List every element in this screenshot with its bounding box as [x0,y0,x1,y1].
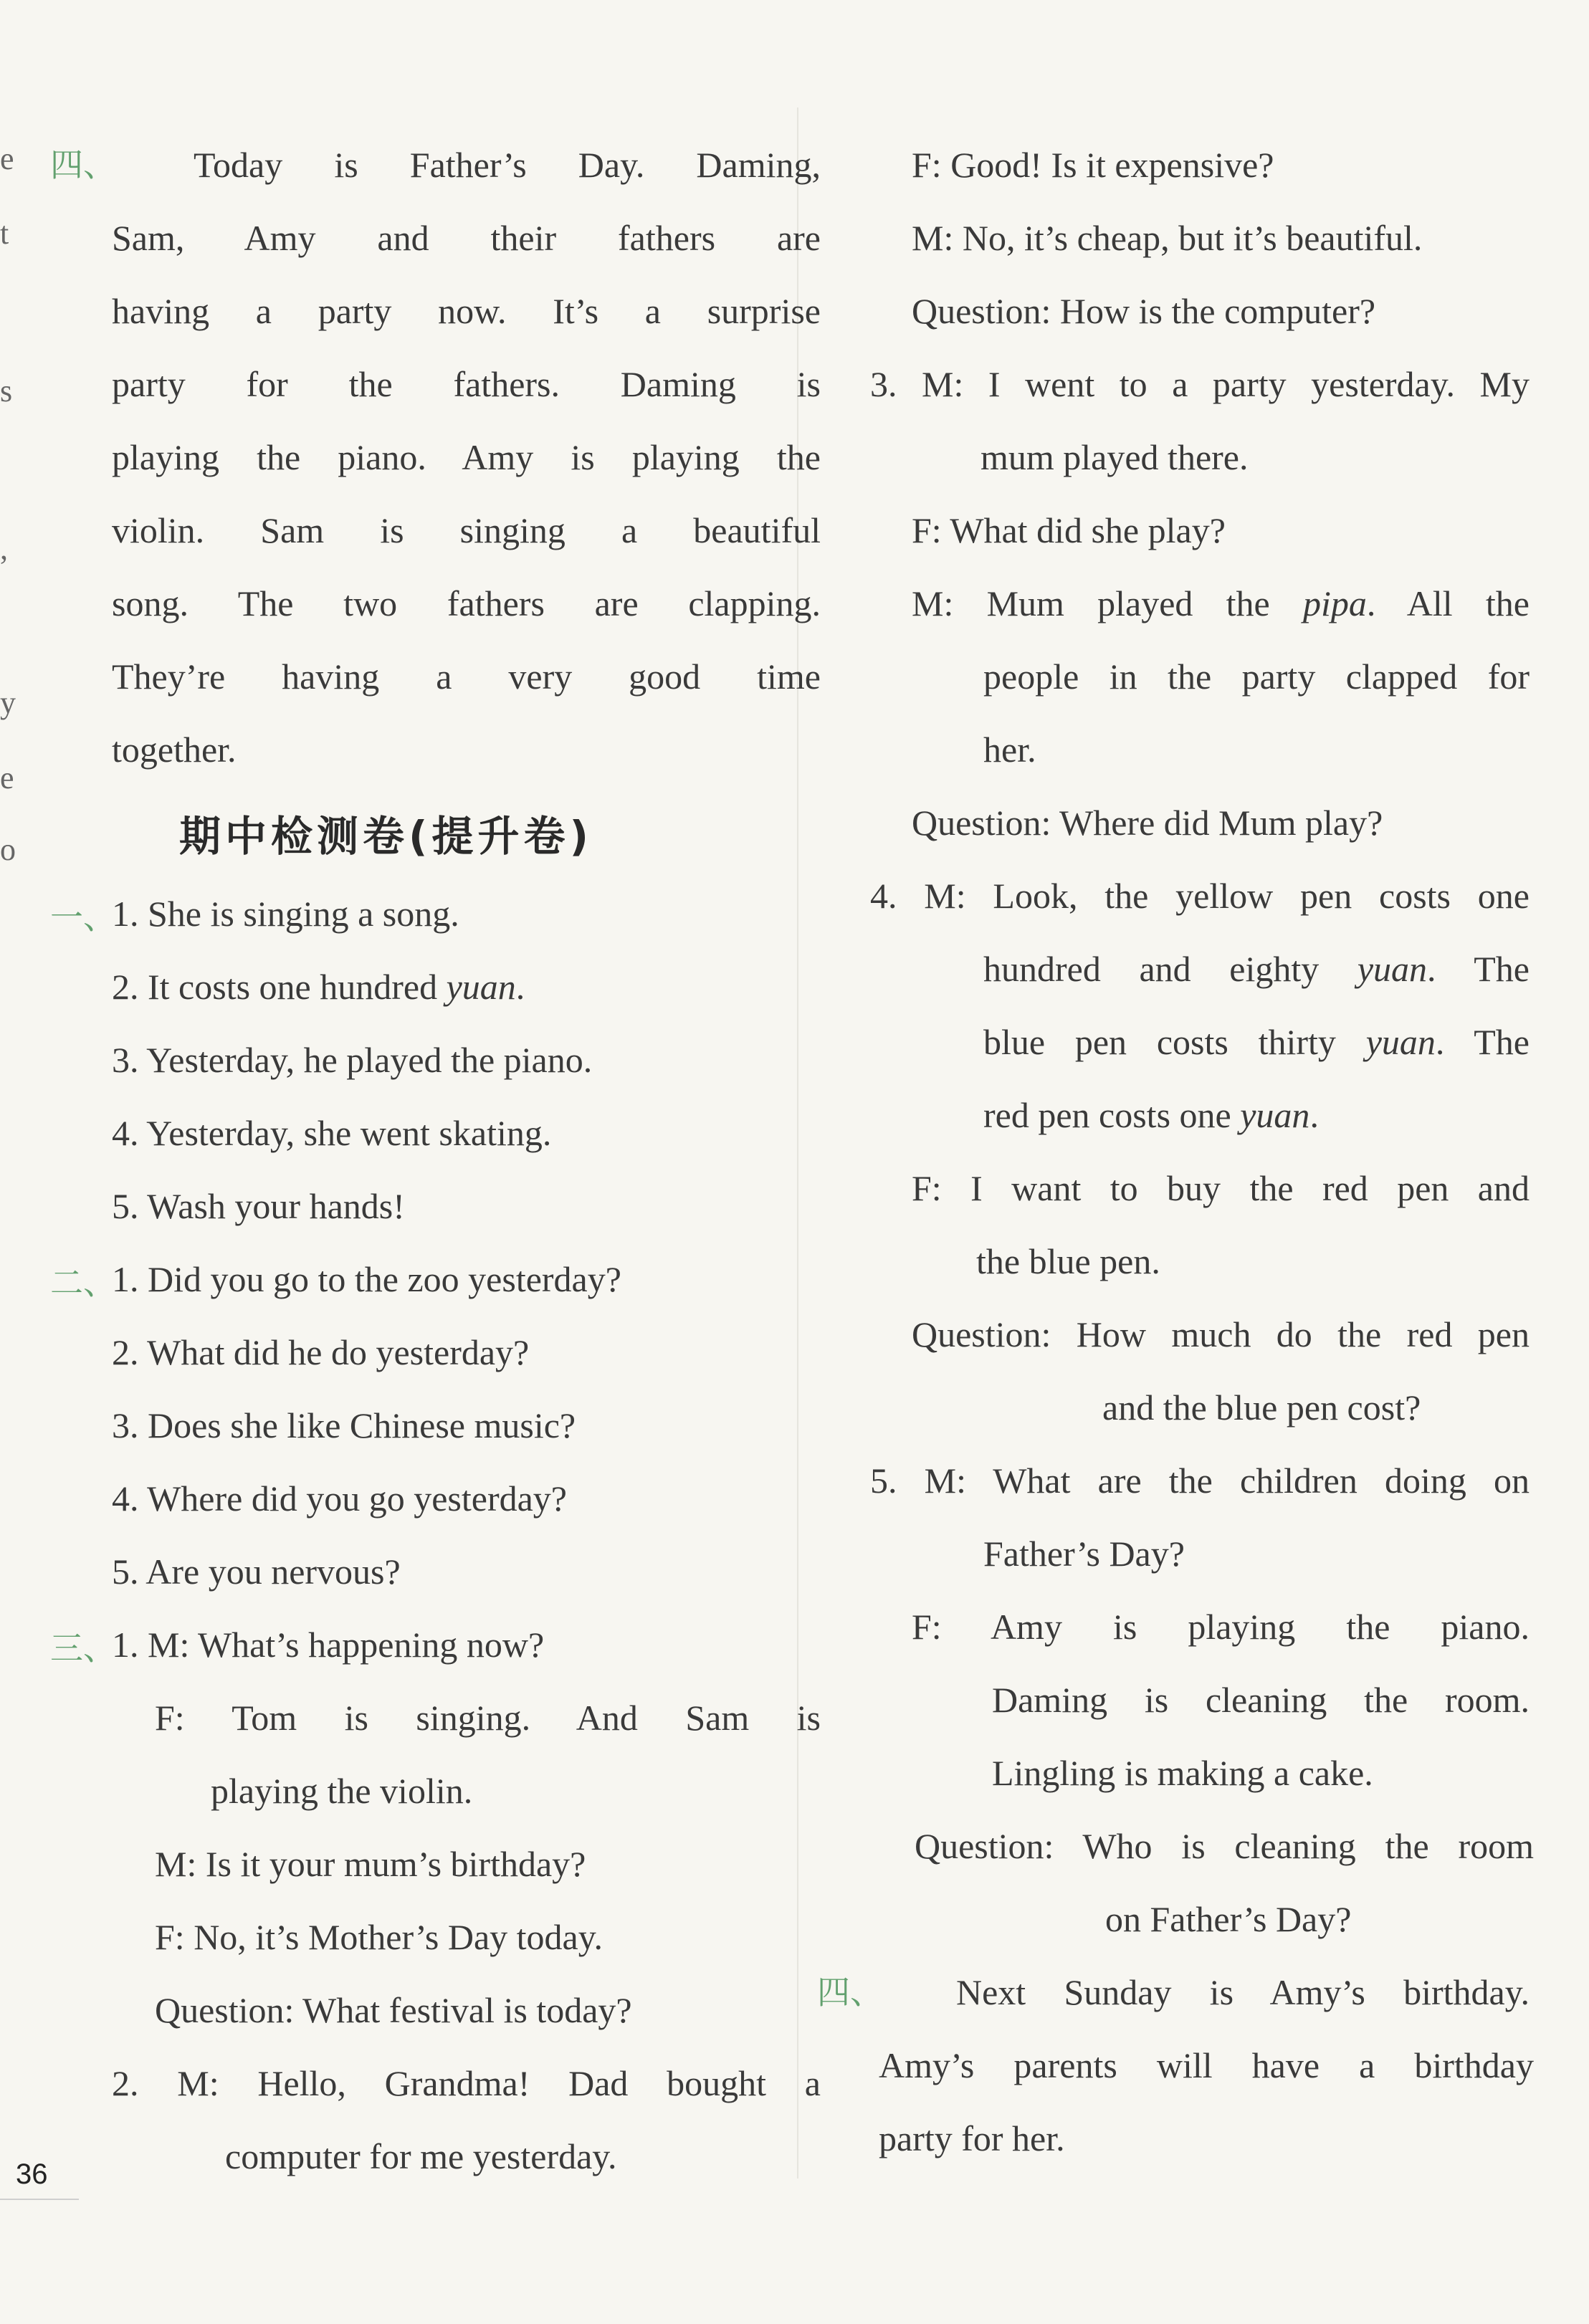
dialogue-line: F: Good! Is it expensive? [912,145,1274,185]
dialogue-line: F: I want to buy the red pen and [912,1168,1530,1208]
answer-line: 2. It costs one hundred yuan. [112,967,525,1007]
dialogue-line: blue pen costs thirty yuan. The [983,1022,1530,1062]
answer-line: 5. Are you nervous? [112,1551,401,1592]
dialogue-line: Question: Who is cleaning the room [915,1826,1534,1866]
answer-line: 3. Yesterday, he played the piano. [112,1040,593,1080]
dialogue-line: on Father’s Day? [1105,1899,1352,1939]
dialogue-line: Question: What festival is today? [155,1990,632,2030]
passage-line: party for the fathers. Daming is [112,364,821,404]
answer-line: 4. Yesterday, she went skating. [112,1113,552,1153]
answer-line: 4. Where did you go yesterday? [112,1478,567,1519]
answer-line: 1. Did you go to the zoo yesterday? [112,1259,621,1299]
dialogue-line: the blue pen. [976,1241,1160,1281]
section-heading: 期中检测卷(提升卷) [179,812,593,861]
dialogue-line: 3. M: I went to a party yesterday. My [870,364,1530,404]
dialogue-line: M: No, it’s cheap, but it’s beautiful. [912,218,1423,258]
section-marker-4: 四、 [50,145,116,184]
passage-line: having a party now. It’s a surprise [112,291,821,331]
edge-letter: s [0,373,13,408]
answer-line: 1. She is singing a song. [112,894,459,934]
dialogue-line: M: Mum played the pipa. All the [912,583,1530,623]
dialogue-line: hundred and eighty yuan. The [983,949,1530,989]
dialogue-line: mum played there. [980,437,1249,477]
passage-line: They’re having a very good time [112,656,821,697]
dialogue-line: F: No, it’s Mother’s Day today. [155,1917,603,1957]
passage-line: Today is Father’s Day. Daming, [194,145,821,185]
section-marker-1: 一、 [50,898,116,937]
dialogue-line: F: Tom is singing. And Sam is [155,1698,821,1738]
passage-line: together. [112,730,237,770]
edge-letter: y [0,685,16,720]
dialogue-line: playing the violin. [211,1771,473,1811]
dialogue-line: M: Is it your mum’s birthday? [155,1844,586,1884]
dialogue-line: F: Amy is playing the piano. [912,1607,1530,1647]
page-number-rule [0,2199,79,2200]
dialogue-line: 5. M: What are the children doing on [870,1460,1530,1501]
answer-line: 2. What did he do yesterday? [112,1332,530,1372]
dialogue-line: 4. M: Look, the yellow pen costs one [870,876,1530,916]
dialogue-line: Question: Where did Mum play? [912,803,1383,843]
dialogue-line: and the blue pen cost? [1102,1387,1421,1428]
edge-letter: e [0,760,14,795]
passage-line: Sam, Amy and their fathers are [112,218,821,258]
passage-line: party for her. [879,2118,1065,2158]
dialogue-line: 2. M: Hello, Grandma! Dad bought a [112,2063,821,2103]
column-divider [797,107,798,2179]
dialogue-line: red pen costs one yuan. [983,1095,1319,1135]
dialogue-line: F: What did she play? [912,510,1226,550]
section-marker-4: 四、 [817,1973,883,2012]
passage-line: Amy’s parents will have a birthday [879,2045,1534,2085]
dialogue-line: Question: How much do the red pen [912,1314,1530,1354]
section-marker-2: 二、 [50,1263,116,1302]
passage-line: violin. Sam is singing a beautiful [112,510,821,550]
edge-letter: , [0,531,8,566]
edge-letter: o [0,832,16,867]
edge-letter: e [0,141,14,176]
dialogue-line: computer for me yesterday. [225,2136,617,2176]
dialogue-line: Daming is cleaning the room. [992,1680,1530,1720]
section-marker-3: 三、 [50,1629,116,1668]
dialogue-line: people in the party clapped for [983,656,1530,697]
answer-line: 5. Wash your hands! [112,1186,405,1226]
dialogue-line: Lingling is making a cake. [992,1753,1373,1793]
dialogue-line: Question: How is the computer? [912,291,1376,331]
answer-line: 3. Does she like Chinese music? [112,1405,576,1445]
edge-letter: t [0,216,9,251]
passage-line: Next Sunday is Amy’s birthday. [956,1972,1530,2012]
dialogue-line: her. [983,730,1036,770]
page-number: 36 [16,2158,48,2190]
dialogue-line: 1. M: What’s happening now? [112,1625,545,1665]
passage-line: playing the piano. Amy is playing the [112,437,821,477]
dialogue-line: Father’s Day? [983,1534,1185,1574]
passage-line: song. The two fathers are clapping. [112,583,821,623]
